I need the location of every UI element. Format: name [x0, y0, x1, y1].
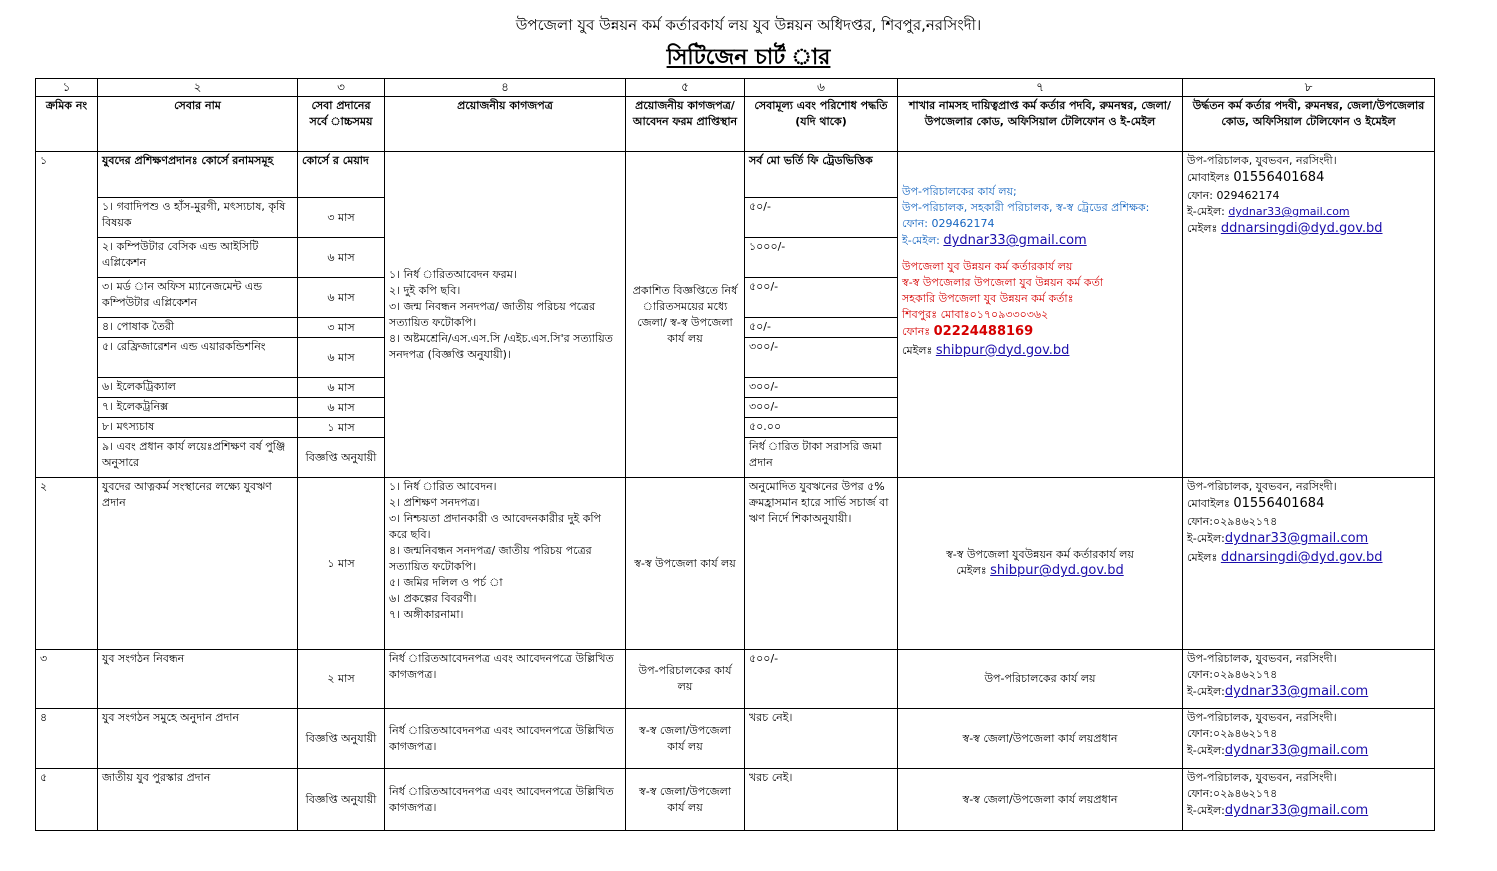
senior-phone: ফোন:০২৯৪৬২১৭৪	[1187, 668, 1278, 682]
documents-cell: নির্ধ ারিতআবেদনপত্র এবং আবেদনপত্রে উল্লিখিত কাগজপত্র।	[385, 709, 626, 769]
email-label: ই-মেইল:	[902, 234, 944, 248]
source-cell: উপ-পরিচালকের কার্য লয়	[626, 650, 745, 709]
senior-mobile-line	[1187, 169, 1430, 188]
email-label: ই-মেইল:	[1187, 685, 1225, 699]
course-duration: ১ মাস	[298, 418, 385, 438]
officer-phone: ফোন: 029462174	[902, 217, 995, 231]
course-name: ৬। ইলেকট্রিক্যাল	[98, 378, 298, 398]
service-cell: যুব সংগঠন নিবন্ধন	[98, 650, 298, 709]
table-row	[36, 478, 1435, 650]
serial-cell: ৩	[36, 650, 98, 709]
senior-email-line	[1187, 802, 1430, 821]
document-item: ৩। নিশ্চয়তা প্রদানকারী ও আবেদনকারীর দুই কপি করে ছবি।	[389, 512, 602, 542]
col-number: ৩	[298, 79, 385, 97]
course-fee: ৫০০/-	[745, 278, 898, 318]
col-number: ২	[98, 79, 298, 97]
document-item: ৩। জন্ম নিবন্ধন সনদপত্র/ জাতীয় পরিচয় পত্রের সত্যায়িত ফটোকপি।	[389, 299, 596, 329]
senior-email-link[interactable]: dydnar33@gmail.com	[1228, 205, 1350, 219]
course-name: ৪। পোষাক তৈরী	[98, 318, 298, 338]
document-item: ৫। জমির দলিল ও পর্চ া	[389, 576, 503, 590]
header-duration: সেবা প্রদানের সর্বে াচ্চসময়	[298, 97, 385, 152]
course-duration: ৬ মাস	[298, 398, 385, 418]
email-label: ই-মেইল:	[1187, 744, 1225, 758]
senior-phone: ফোন:০২৯৪৬২১৭৪	[1187, 787, 1278, 801]
header-officer: শাখার নামসহ দায়িত্বপ্রাপ্ত কর্ম কর্তার পদবি, রুমনম্বর, জেলা/উপজেলার কোড, অফিসিয়াল টেলিফোন ও ই-মেইল	[898, 97, 1183, 152]
source-cell: প্রকাশিত বিজ্ঞপ্তিতে নির্ধ ারিতসময়ের মধ্যে জেলা/ স্ব-স্ব উপজেলা কার্য লয়	[626, 152, 745, 478]
course-fee: ৫০/-	[745, 198, 898, 238]
officer-cell	[898, 478, 1183, 650]
course-name: ৭। ইলেকট্রনিক্স	[98, 398, 298, 418]
course-fee: নির্ধ ারিত টাকা সরাসরি জমা প্রদান	[745, 438, 898, 478]
table-row	[36, 152, 1435, 198]
document-item: ৭। অঙ্গীকারনামা।	[389, 607, 464, 621]
header-documents: প্রয়োজনীয় কাগজপত্র	[385, 97, 626, 152]
office-heading: উপজেলা যুব উন্নয়ন কর্ম কর্তারকার্য লয় যুব উন্নয়ন অধিদপ্তর, শিবপুর,নরসিংদী।	[515, 16, 982, 34]
officer-office: উপ-পরিচালকের কার্য লয়;	[902, 185, 1017, 199]
officer-email-link[interactable]: dydnar33@gmail.com	[943, 233, 1087, 249]
document-item: ১। নির্ধ ারিত আবেদন।	[389, 480, 497, 494]
mail-label: মেইলঃ	[956, 564, 991, 578]
officer-cell	[898, 152, 1183, 478]
mail-label: মেইলঃ	[1187, 550, 1221, 564]
officer-cell: স্ব-স্ব জেলা/উপজেলা কার্য লয়প্রধান	[898, 709, 1183, 769]
upazila-office: উপজেলা যুব উন্নয়ন কর্ম কর্তারকার্য লয়	[902, 260, 1073, 274]
course-name: ৫। রেফ্রিজারেশন এন্ড এয়ারকন্ডিশনিং	[98, 338, 298, 378]
duration-cell: ২ মাস	[298, 650, 385, 709]
officer-designation: উপ-পরিচালক, সহকারী পরিচালক, স্ব-স্ব ট্রেডের প্রশিক্ষক:	[902, 201, 1150, 215]
duration-cell: বিজ্ঞপ্তি অনুযায়ী	[298, 769, 385, 831]
serial-cell: ১	[36, 152, 98, 478]
mail-label: মেইলঃ	[902, 343, 936, 357]
phone-number: 02224488169	[933, 323, 1034, 339]
fee-cell: অনুমোদিত যুবঋনের উপর ৫% ক্রমহ্রাসমান হারে সার্ভি সচার্জ বা ঋণ নির্দে শিকাঅনুযায়ী।	[745, 478, 898, 650]
column-header-row	[36, 97, 1435, 152]
senior-email-link[interactable]: dydnar33@gmail.com	[1224, 531, 1369, 547]
shibpur-mail-link[interactable]: shibpur@dyd.gov.bd	[935, 342, 1070, 358]
documents-cell: নির্ধ ারিতআবেদনপত্র এবং আবেদনপত্রে উল্লিখিত কাগজপত্র।	[385, 769, 626, 831]
column-number-row	[36, 79, 1435, 97]
fee-cell: ৫০০/-	[745, 650, 898, 709]
senior-title: উপ-পরিচালক, যুবভবন, নরসিংদী।	[1187, 771, 1337, 785]
course-fee: ৩০০/-	[745, 378, 898, 398]
documents-cell	[385, 152, 626, 478]
senior-phone: ফোন:০২৯৪৬২১৭৪	[1187, 515, 1278, 529]
officer-cell: উপ-পরিচালকের কার্য লয়	[898, 650, 1183, 709]
officer-mail-line	[902, 562, 1178, 581]
mobile-number: 01556401684	[1233, 496, 1325, 512]
course-duration: ৬ মাস	[298, 278, 385, 318]
service-cell: যুবদের আত্নকর্ম সংস্থানের লক্ষ্যে যুবঋণ প্রদান	[98, 478, 298, 650]
senior-title: উপ-পরিচালক, যুবভবন, নরসিংদী।	[1187, 480, 1337, 494]
fee-head: সর্ব মো ভর্তি ফি ট্রেডভিত্তিক	[745, 152, 898, 198]
document-item: ৪। অষ্টমশ্রেনি/এস.এস.সি /এইচ.এস.সি'র সত্যায়িত সনদপত্র (বিজ্ঞপ্তি অনুযায়ী)।	[389, 331, 613, 361]
course-name: ৯। এবং প্রধান কার্য লয়েঃপ্রশিক্ষণ বর্ষ পুঞ্জি অনুসারে	[98, 438, 298, 478]
document-item: ২। প্রশিক্ষণ সনদপত্র।	[389, 496, 480, 510]
officer-email-line	[902, 232, 1178, 251]
shibpur-phone-line	[902, 323, 1178, 342]
service-cell: যুব সংগঠন সমুহে অনুদান প্রদান	[98, 709, 298, 769]
senior-email-line	[1187, 683, 1430, 702]
course-fee: ৩০০/-	[745, 338, 898, 378]
senior-officer-cell	[1183, 152, 1435, 478]
assistant-officer: সহকারি উপজেলা যুব উন্নয়ন কর্ম কর্তাঃ	[902, 291, 1074, 305]
mobile-label: মোবাইলঃ	[1187, 171, 1234, 185]
documents-cell	[385, 478, 626, 650]
senior-officer-cell	[1183, 478, 1435, 650]
col-number: ৪	[385, 79, 626, 97]
officer-mail-link[interactable]: shibpur@dyd.gov.bd	[990, 563, 1124, 579]
header-source: প্রয়োজনীয় কাগজপত্র/আবেদন ফরম প্রাপ্তিস্থান	[626, 97, 745, 152]
mail-label: মেইলঃ	[1187, 222, 1221, 236]
header-serial: ক্রমিক নং	[36, 97, 98, 152]
fee-cell: খরচ নেই।	[745, 769, 898, 831]
header-service: সেবার নাম	[98, 97, 298, 152]
phone-label: ফোনঃ	[902, 324, 934, 338]
senior-mobile-line	[1187, 495, 1430, 514]
senior-title: উপ-পরিচালক, যুবভবন, নরসিংদী।	[1187, 154, 1337, 168]
page-title: সিটিজেন চার্ট ার	[666, 45, 831, 70]
senior-title: উপ-পরিচালক, যুবভবন, নরসিংদী।	[1187, 711, 1337, 725]
email-label: ই-মেইল:	[1187, 205, 1229, 219]
header-fee: সেবামূল্য এবং পরিশোধ পদ্ধতি (যদি থাকে)	[745, 97, 898, 152]
course-name: ৮। মৎস্যচাষ	[98, 418, 298, 438]
source-cell: স্ব-স্ব জেলা/উপজেলা কার্য লয়	[626, 769, 745, 831]
course-fee: ৩০০/-	[745, 398, 898, 418]
shibpur-mobile: শিবপুরঃ মোবাঃ০১৭০৯৩৩০৩৬২	[902, 307, 1049, 321]
senior-email-line	[1187, 530, 1430, 549]
course-fee: ১০০০/-	[745, 238, 898, 278]
col-number: ৫	[626, 79, 745, 97]
senior-mail-line	[1187, 220, 1430, 239]
documents-cell: নির্ধ ারিতআবেদনপত্র এবং আবেদনপত্রে উল্লিখিত কাগজপত্র।	[385, 650, 626, 709]
course-fee: ৫০/-	[745, 318, 898, 338]
senior-officer-cell	[1183, 650, 1435, 709]
senior-email-link[interactable]: dydnar33@gmail.com	[1224, 743, 1369, 759]
col-number: ৭	[898, 79, 1183, 97]
senior-mail-link[interactable]: ddnarsingdi@dyd.gov.bd	[1220, 549, 1383, 565]
officer-office: স্ব-স্ব উপজেলা যুবউন্নয়ন কর্ম কর্তারকার্য লয়	[946, 547, 1134, 561]
course-name: ৩। মর্ড ান অফিস ম্যানেজমেন্ট এন্ড কম্পিউটার এপ্লিকেশন	[98, 278, 298, 318]
service-cell: জাতীয় যুব পুরস্কার প্রদান	[98, 769, 298, 831]
senior-email-link[interactable]: dydnar33@gmail.com	[1224, 684, 1369, 700]
email-label: ই-মেইল:	[1187, 532, 1225, 546]
course-duration: ৬ মাস	[298, 338, 385, 378]
senior-email-line	[1187, 742, 1430, 761]
duration-cell: বিজ্ঞপ্তি অনুযায়ী	[298, 709, 385, 769]
duration-cell: ১ মাস	[298, 478, 385, 650]
email-label: ই-মেইল:	[1187, 804, 1225, 818]
col-number: ১	[36, 79, 98, 97]
senior-email-link[interactable]: dydnar33@gmail.com	[1224, 803, 1369, 819]
senior-mail-link[interactable]: ddnarsingdi@dyd.gov.bd	[1220, 221, 1383, 237]
upazila-officer: স্ব-স্ব উপজেলার উপজেলা যুব উন্নয়ন কর্ম কর্তা	[902, 275, 1104, 289]
course-duration: বিজ্ঞপ্তি অনুযায়ী	[298, 438, 385, 478]
document-item: ২। দুই কপি ছবি।	[389, 284, 461, 298]
senior-phone: ফোন: 029462174	[1187, 189, 1280, 203]
fee-cell: খরচ নেই।	[745, 709, 898, 769]
senior-officer-cell	[1183, 769, 1435, 831]
table-row	[36, 769, 1435, 831]
citizen-charter-table	[35, 78, 1435, 831]
course-fee: ৫০.০০	[745, 418, 898, 438]
course-duration: ৬ মাস	[298, 378, 385, 398]
source-cell: স্ব-স্ব উপজেলা কার্য লয়	[626, 478, 745, 650]
shibpur-mail-line	[902, 342, 1178, 361]
document-item: ১। নির্ধ ারিতআবেদন ফরম।	[389, 268, 517, 282]
col-number: ৬	[745, 79, 898, 97]
senior-email-line	[1187, 204, 1430, 220]
officer-cell: স্ব-স্ব জেলা/উপজেলা কার্য লয়প্রধান	[898, 769, 1183, 831]
serial-cell: ২	[36, 478, 98, 650]
col-number: ৮	[1183, 79, 1435, 97]
header-senior-officer: উর্দ্ধতন কর্ম কর্তার পদবী, রুমনম্বর, জেলা/উপজেলার কোড, অফিসিয়াল টেলিফোন ও ইমেইল	[1183, 97, 1435, 152]
serial-cell: ৪	[36, 709, 98, 769]
course-name: ১। গবাদিপশু ও হাঁস-মুরগী, মৎস্যচাষ, কৃষি বিষয়ক	[98, 198, 298, 238]
senior-officer-cell	[1183, 709, 1435, 769]
senior-title: উপ-পরিচালক, যুবভবন, নরসিংদী।	[1187, 652, 1337, 666]
mobile-number: 01556401684	[1233, 170, 1325, 186]
document-item: ৬। প্রকল্পের বিবরণী।	[389, 591, 477, 605]
course-duration: ৩ মাস	[298, 318, 385, 338]
senior-mail-line	[1187, 549, 1430, 568]
course-duration: ৬ মাস	[298, 238, 385, 278]
course-name: ২। কম্পিউটার বেসিক এন্ড আইসিটি এপ্লিকেশন	[98, 238, 298, 278]
table-row	[36, 650, 1435, 709]
course-duration: ৩ মাস	[298, 198, 385, 238]
document-item: ৪। জন্মনিবন্ধন সনদপত্র/ জাতীয় পরিচয় পত্রের সত্যায়িত ফটোকপি।	[389, 544, 592, 574]
mobile-label: মোবাইলঃ	[1187, 497, 1234, 511]
duration-head: কোর্সে র মেয়াদ	[298, 152, 385, 198]
senior-phone: ফোন:০২৯৪৬২১৭৪	[1187, 727, 1278, 741]
table-row	[36, 709, 1435, 769]
service-head: যুবদের প্রশিক্ষণপ্রদানঃ কোর্সে রনামসমূহ	[98, 152, 298, 198]
serial-cell: ৫	[36, 769, 98, 831]
source-cell: স্ব-স্ব জেলা/উপজেলা কার্য লয়	[626, 709, 745, 769]
